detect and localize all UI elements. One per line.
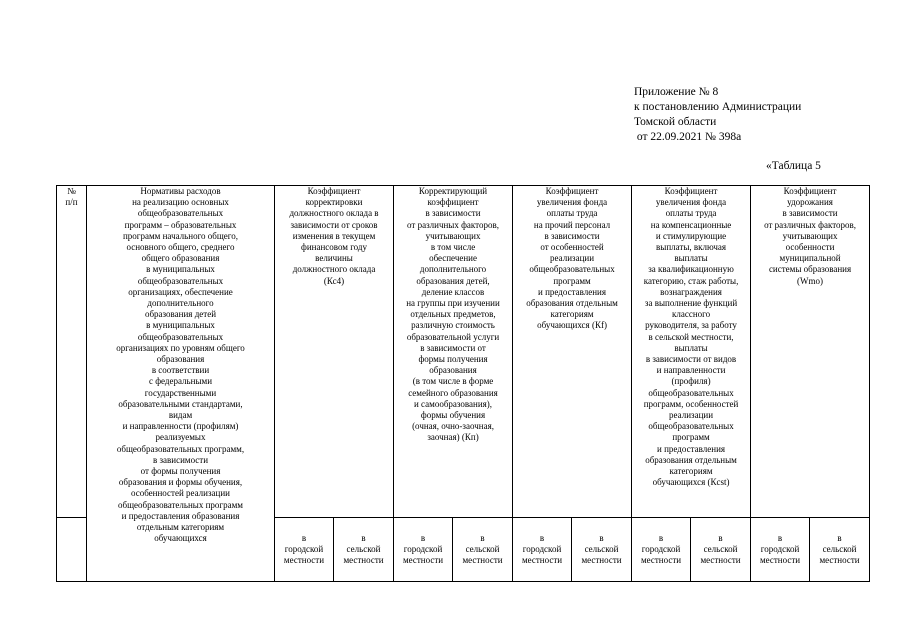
col-number-header: № п/п [57, 186, 87, 518]
wmo-rural-header: в сельской местности [810, 518, 870, 582]
col-wmo-header: Коэффициент удорожания в зависимости от различных факторов, учитывающих особенности муниципальной системы образования (Wmo) [751, 186, 870, 518]
col-kcst-header: Коэффициент увеличения фонда оплаты труда на компенсационные и стимулирующие выплаты, включая выплаты за квалификационную категорию, стаж работы, вознаграждения за выполнение функций классного руководителя, за работу в сельской местности, выплаты в зависимости от видов и направленности (профиля) общеобразовательных программ, особенностей реализации общеобразовательных программ и предоставления образования отдельным категориям обучающихся (Кcst) [632, 186, 751, 518]
wmo-urban-header: в городской местности [751, 518, 810, 582]
col-number-subcell [57, 518, 87, 582]
appendix-header [634, 85, 801, 145]
table-header-row [57, 186, 870, 518]
table-title: «Таблица 5 [766, 160, 821, 172]
kf-rural-header: в сельской местности [572, 518, 632, 582]
col-kf-header: Коэффициент увеличения фонда оплаты труда на прочий персонал в зависимости от особенностей реализации общеобразовательных программ и предоставления образования отдельным категориям обучающихся (Кf) [513, 186, 632, 518]
kp-rural-header: в сельской местности [453, 518, 513, 582]
kp-urban-header: в городской местности [394, 518, 453, 582]
kc4-urban-header: в городской местности [275, 518, 334, 582]
appendix-date-number: от 22.09.2021 № 398а [634, 131, 742, 143]
kf-urban-header: в городской местности [513, 518, 572, 582]
kcst-rural-header: в сельской местности [691, 518, 751, 582]
norms-table [56, 185, 870, 582]
appendix-title: Приложение № 8 [634, 86, 719, 98]
appendix-region: Томской области [634, 116, 717, 128]
col-kp-header: Корректирующий коэффициент в зависимости от различных факторов, учитывающих в том числе обеспечение дополнительного образования детей, деление классов на группы при изучении отдельных предметов, различную стоимость образовательной услуги в зависимости от формы получения образования (в том числе в форме семейного образования и самообразования), формы обучения (очная, очно-заочная, заочная) (Кп) [394, 186, 513, 518]
col-norms-header: Нормативы расходов на реализацию основных общеобразовательных программ – образовательных программ начального общего, основного общего, среднего общего образования в муниципальных общеобразовательных организациях, обеспечение дополнительного образования детей в муниципальных общеобразовательных организациях по уровням общего образования в соответствии с федеральными государственными образовательными стандартами, видам и направленности (профилям) реализуемых общеобразовательных программ, в зависимости от формы получения образования и формы обучения, особенностей реализации общеобразовательных программ и предоставления образования отдельным категориям обучающихся [87, 186, 275, 582]
appendix-resolution-ref: к постановлению Администрации [634, 101, 802, 113]
kcst-urban-header: в городской местности [632, 518, 691, 582]
kc4-rural-header: в сельской местности [334, 518, 394, 582]
col-kc4-header: Коэффициент корректировки должностного оклада в зависимости от сроков изменения в текущем финансовом году величины должностного оклада (Кс4) [275, 186, 394, 518]
